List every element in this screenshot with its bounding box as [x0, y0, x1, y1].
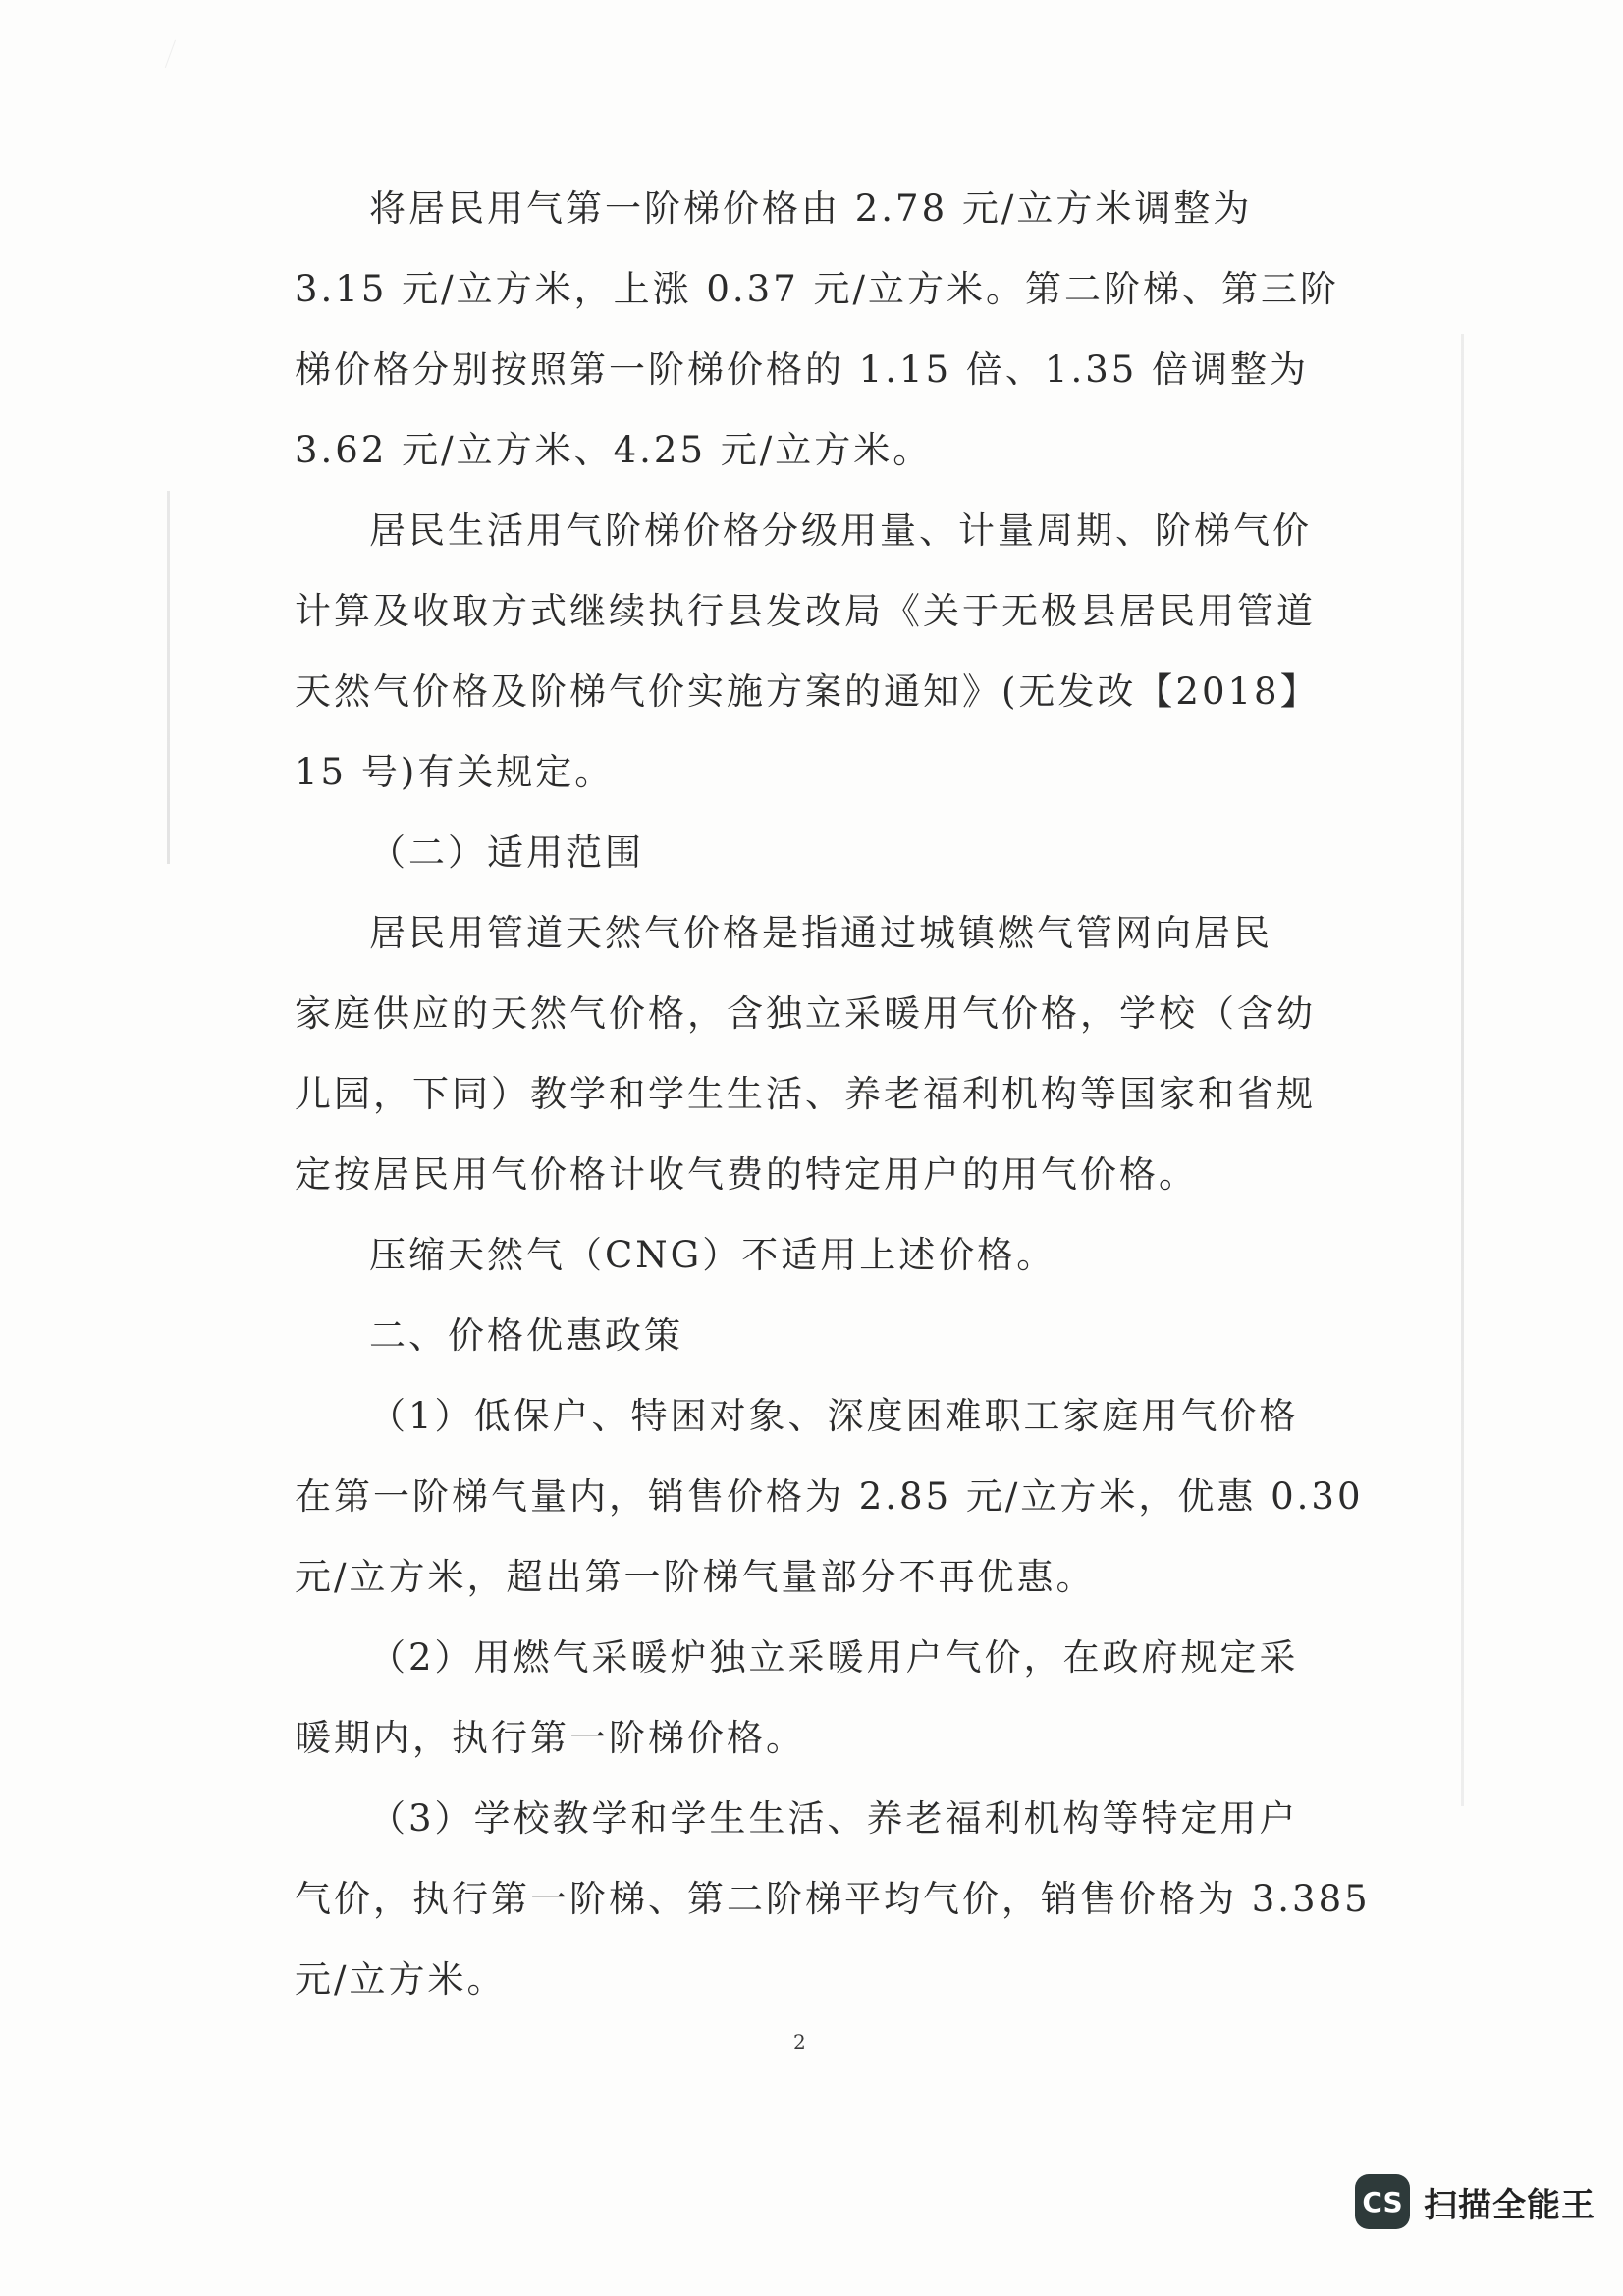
paragraph-line: 元/立方米。 — [295, 1958, 507, 2001]
paragraph-line: 压缩天然气（CNG）不适用上述价格。 — [369, 1234, 1056, 1276]
scanner-watermark — [1355, 2169, 1596, 2234]
paragraph-line: 居民用管道天然气价格是指通过城镇燃气管网向居民 — [369, 912, 1272, 954]
watermark-app-name: 扫描全能王 — [1424, 2185, 1596, 2225]
scan-edge-shadow-right — [1461, 334, 1464, 1806]
paragraph-line: 计算及收取方式继续执行县发改局《关于无极县居民用管道 — [295, 590, 1316, 632]
paragraph-line: 气价，执行第一阶梯、第二阶梯平均气价，销售价格为 3.385 — [295, 1878, 1371, 1920]
paragraph-line: 在第一阶梯气量内，销售价格为 2.85 元/立方米，优惠 0.30 — [295, 1475, 1364, 1518]
paragraph-line: 元/立方米，超出第一阶梯气量部分不再优惠。 — [295, 1556, 1096, 1598]
camscanner-logo-icon: CS — [1355, 2174, 1410, 2229]
paragraph-line: （2）用燃气采暖炉独立采暖用户气价，在政府规定采 — [369, 1636, 1299, 1679]
paragraph-line: 儿园，下同）教学和学生生活、养老福利机构等国家和省规 — [295, 1073, 1316, 1115]
document-body — [295, 169, 1371, 2020]
paragraph-line: 居民生活用气阶梯价格分级用量、计量周期、阶梯气价 — [369, 509, 1312, 552]
section-heading: 二、价格优惠政策 — [369, 1314, 683, 1357]
page-number: 2 — [793, 2030, 806, 2054]
paragraph-line: 梯价格分别按照第一阶梯价格的 1.15 倍、1.35 倍调整为 — [295, 348, 1310, 391]
paragraph-line: 将居民用气第一阶梯价格由 2.78 元/立方米调整为 — [369, 187, 1253, 230]
scan-edge-shadow-left — [167, 491, 170, 864]
paragraph-line: 3.62 元/立方米、4.25 元/立方米。 — [295, 429, 933, 471]
paragraph-line: （1）低保户、特困对象、深度困难职工家庭用气价格 — [369, 1395, 1299, 1437]
paragraph-line: 天然气价格及阶梯气价实施方案的通知》(无发改【2018】 — [295, 670, 1320, 713]
paragraph-line: 定按居民用气价格计收气费的特定用户的用气价格。 — [295, 1153, 1198, 1196]
section-subheading: （二）适用范围 — [369, 831, 644, 874]
paragraph-line: 3.15 元/立方米，上涨 0.37 元/立方米。第二阶梯、第三阶 — [295, 268, 1339, 310]
paragraph-line: 15 号)有关规定。 — [295, 751, 615, 793]
paragraph-line: 家庭供应的天然气价格，含独立采暖用气价格，学校（含幼 — [295, 992, 1316, 1035]
paragraph-line: （3）学校教学和学生生活、养老福利机构等特定用户 — [369, 1797, 1299, 1840]
paragraph-line: 暖期内，执行第一阶梯价格。 — [295, 1717, 805, 1759]
scan-artifact — [165, 40, 203, 79]
